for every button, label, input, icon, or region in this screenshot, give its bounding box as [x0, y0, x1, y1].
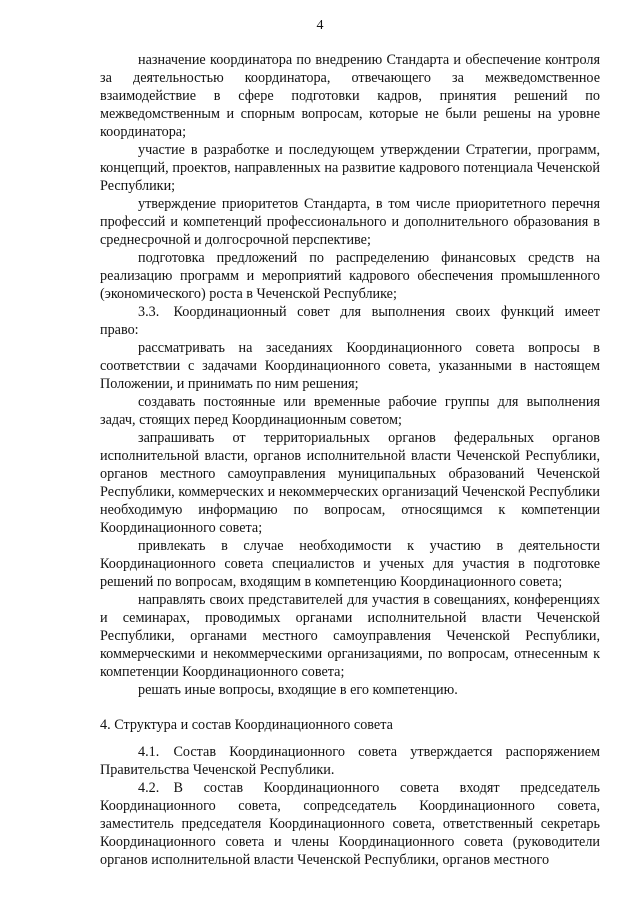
- paragraph-standard-priorities: утверждение приоритетов Стандарта, в том числе приоритетного перечня профессий и компетенций профессионального и дополнительного образования в среднесрочной и долгосрочной перспективе;: [100, 196, 600, 248]
- paragraph-send-representatives: направлять своих представителей для участия в совещаниях, конференциях и семинарах, проводимых органами исполнительной власти Чеченской Республики, органами местного самоуправления Чеченской Республики, коммерческими и некоммерческими организациями, по вопросам, отнесенным к компетенции Координационного совета;: [100, 592, 600, 680]
- clause-3-3: 3.3. Координационный совет для выполнения своих функций имеет право:: [100, 304, 600, 338]
- document-body: [100, 51, 600, 869]
- page-number: 4: [316, 18, 324, 33]
- clause-4-2: 4.2. В состав Координационного совета входят председатель Координационного совета, сопредседатель Координационного совета, заместитель председателя Координационного совета, ответственный секретарь Координационного совета и члены Координационного совета (руководители органов исполнительной власти Чеченской Республики, органов местного: [100, 780, 600, 868]
- paragraph-involve-specialists: привлекать в случае необходимости к участию в деятельности Координационного совета специалистов и ученых для участия в подготовке решений по вопросам, входящим в компетенцию Координационного совета;: [100, 538, 600, 590]
- paragraph-strategy-participation: участие в разработке и последующем утверждении Стратегии, программ, концепций, проектов, направленных на развитие кадрового потенциала Чеченской Республики;: [100, 142, 600, 194]
- paragraph-request-information: запрашивать от территориальных органов федеральных органов исполнительной власти, органов исполнительной власти Чеченской Республики, органов местного самоуправления муниципальных образований Чеченской Республики, коммерческих и некоммерческих организаций Чеченской Республики необходимую информацию по вопросам, относящимся к компетенции Координационного совета;: [100, 430, 600, 536]
- paragraph-coordinator-appointment: назначение координатора по внедрению Стандарта и обеспечение контроля за деятельностью координатора, отвечающего за межведомственное взаимодействие в сфере подготовки кадров, принятия решений по межведомственным и спорным вопросам, которые не были решены на уровне координатора;: [100, 52, 600, 140]
- section-4-title: 4. Структура и состав Координационного совета: [100, 717, 393, 733]
- paragraph-review-issues: рассматривать на заседаниях Координационного совета вопросы в соответствии с задачами Координационного совета, указанными в настоящем Положении, и принимать по ним решения;: [100, 340, 600, 392]
- paragraph-funding-proposals: подготовка предложений по распределению финансовых средств на реализацию программ и мероприятий кадрового обеспечения промышленного (экономического) роста в Чеченской Республике;: [100, 250, 600, 302]
- paragraph-other-issues: решать иные вопросы, входящие в его компетенцию.: [138, 682, 458, 698]
- paragraph-working-groups: создавать постоянные или временные рабочие группы для выполнения задач, стоящих перед Координационным советом;: [100, 394, 600, 428]
- clause-4-1: 4.1. Состав Координационного совета утверждается распоряжением Правительства Чеченской Республики.: [100, 744, 600, 778]
